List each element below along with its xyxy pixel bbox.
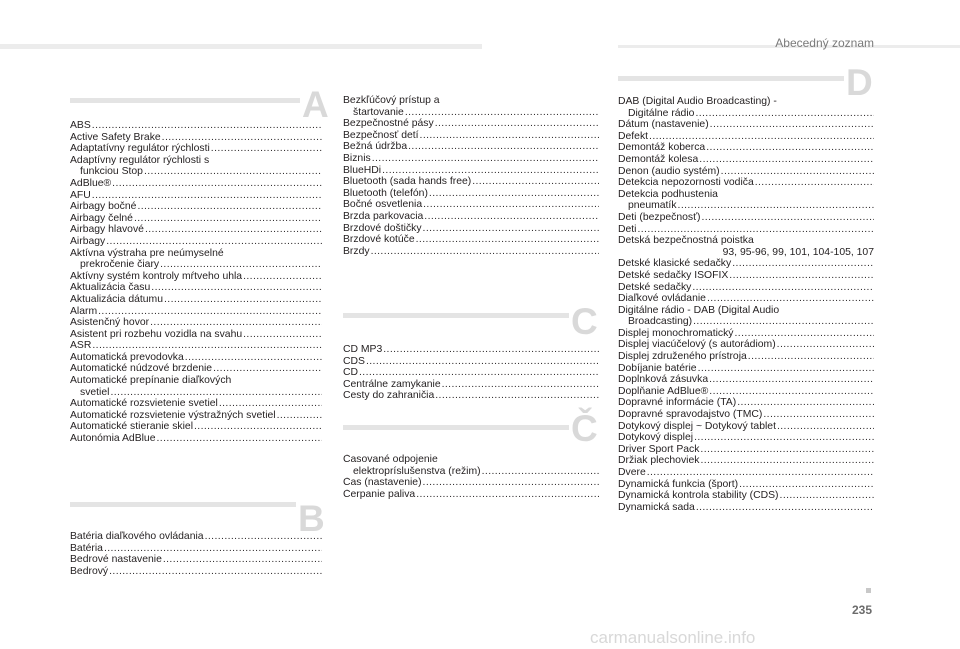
index-entry	[343, 246, 599, 258]
leader-dots	[243, 329, 322, 340]
index-entry	[618, 444, 874, 456]
leader-dots	[211, 143, 322, 154]
index-entry	[70, 201, 322, 213]
leader-dots	[371, 246, 599, 257]
index-entry	[618, 177, 874, 189]
entry-term: Demontáž koberca	[618, 142, 706, 154]
index-entry	[343, 199, 599, 211]
leader-dots	[678, 200, 874, 211]
entry-term: Bedrový	[70, 565, 109, 577]
leader-dots	[721, 166, 874, 177]
entry-term: Dynamická sada	[618, 501, 695, 513]
index-entry	[618, 142, 874, 154]
index-entry	[618, 386, 874, 398]
section-c-list	[343, 344, 599, 402]
entry-term: Dotykový displej	[618, 432, 694, 444]
leader-dots	[164, 294, 322, 305]
entry-term: Čas (nastavenie)	[343, 477, 422, 489]
entry-term: Airbagy	[70, 235, 106, 247]
entry-term: Asistent pri rozbehu vozidla na svahu	[70, 328, 243, 340]
leader-dots	[637, 224, 874, 235]
leader-dots	[739, 479, 874, 490]
entry-term: Detské klasické sedačky	[618, 258, 732, 270]
index-entry	[70, 317, 322, 329]
entry-term: Bezpečnostné pásy	[343, 118, 434, 130]
index-entry	[618, 455, 874, 467]
leader-dots	[777, 339, 874, 350]
index-entry	[70, 410, 322, 422]
entry-term: Držiak plechoviek	[618, 455, 700, 467]
entry-term: Batéria diaľkového ovládania	[70, 531, 204, 542]
entry-term: Cesty do zahraničia	[343, 390, 435, 402]
leader-dots	[694, 432, 874, 443]
index-entry	[70, 375, 322, 398]
entry-term: Doplnková zásuvka	[618, 374, 709, 386]
index-entry	[618, 305, 874, 328]
entry-term: Dátum (nastavenie)	[618, 119, 709, 131]
section-b-list-right	[343, 95, 599, 257]
index-entry	[343, 165, 599, 177]
section-a-letter: A	[302, 84, 329, 125]
section-d-list	[618, 96, 874, 513]
leader-dots	[435, 390, 599, 401]
index-entry	[618, 166, 874, 178]
index-entry	[70, 306, 322, 318]
entry-term: BlueHDi	[343, 164, 382, 176]
entry-term: CD	[343, 367, 359, 379]
entry-term: Aktívny systém kontroly mŕtveho uhla	[70, 270, 243, 282]
index-entry	[618, 212, 874, 224]
entry-term: Automatické núdzové brzdenie	[70, 363, 213, 375]
section-ch-rule	[343, 425, 569, 430]
section-b-rule	[70, 502, 296, 507]
index-entry	[70, 329, 322, 341]
leader-dots	[777, 421, 874, 432]
index-entry	[618, 421, 874, 433]
entry-term: Automatické prepínanie diaľkových	[70, 375, 232, 387]
entry-term: Demontáž kolesa	[618, 153, 699, 165]
entry-term: Brzdové doštičky	[343, 222, 422, 234]
index-entry	[618, 189, 874, 212]
index-entry	[70, 282, 322, 294]
leader-dots	[163, 554, 322, 565]
index-entry	[343, 367, 599, 379]
entry-term: Digitálne rádio - DAB (Digital Audio	[618, 304, 780, 316]
entry-term: Dobíjanie batérie	[618, 362, 697, 374]
leader-dots	[194, 421, 322, 432]
entry-term: Driver Sport Pack	[618, 443, 700, 455]
leader-dots	[698, 363, 874, 374]
entry-term: Airbagy čelné	[70, 212, 133, 224]
leader-dots	[405, 107, 599, 118]
leader-dots	[424, 211, 599, 222]
index-entry	[343, 356, 599, 368]
leader-dots	[693, 316, 874, 327]
entry-term: elektropríslušenstva (režim)	[353, 465, 481, 477]
leader-dots	[737, 397, 874, 408]
entry-term: CDS	[343, 355, 365, 367]
entry-term: Diaľkové ovládanie	[618, 293, 706, 305]
leader-dots	[157, 433, 323, 444]
index-entry	[618, 119, 874, 131]
index-entry	[618, 270, 874, 282]
entry-term: Detská bezpečnostná poistka	[618, 235, 754, 247]
index-entry	[343, 176, 599, 188]
leader-dots	[359, 367, 599, 378]
entry-term: Broadcasting)	[628, 316, 693, 328]
entry-term: Airbagy hlavové	[70, 224, 144, 236]
section-c-letter: C	[571, 301, 598, 342]
entry-term: Aktualizácia dátumu	[70, 293, 163, 305]
section-b-letter: B	[298, 498, 325, 539]
leader-dots	[137, 201, 322, 212]
entry-term: Batéria	[70, 542, 103, 554]
leader-dots	[735, 328, 875, 339]
leader-dots	[763, 409, 874, 420]
index-entry	[618, 282, 874, 294]
index-entry	[70, 224, 322, 236]
leader-dots	[699, 154, 874, 165]
leader-dots	[423, 223, 599, 234]
entry-term: Autonómia AdBlue	[70, 433, 156, 445]
leader-dots	[700, 444, 874, 455]
leader-dots	[707, 293, 874, 304]
header-bar-left	[0, 44, 482, 49]
entry-term: Dopravné informácie (TA)	[618, 397, 737, 409]
index-entry	[70, 143, 322, 155]
leader-dots	[649, 131, 874, 142]
index-entry	[343, 153, 599, 165]
entry-pages: 93, 95-96, 99, 101, 104-105, 107	[722, 246, 874, 258]
index-entry	[70, 398, 322, 410]
entry-term: ABS	[70, 120, 91, 131]
entry-term: Čerpanie paliva	[343, 488, 416, 500]
leader-dots	[695, 108, 874, 119]
entry-term: Displej viacúčelový (s autorádiom)	[618, 339, 776, 351]
page-number: 235	[851, 603, 872, 617]
index-entry	[343, 130, 599, 142]
entry-term: Defekt	[618, 130, 649, 142]
leader-dots	[162, 132, 322, 143]
section-d-rule	[618, 76, 844, 81]
index-entry	[618, 328, 874, 340]
index-entry	[343, 477, 599, 489]
leader-dots	[151, 282, 322, 293]
index-entry	[618, 224, 874, 236]
index-entry	[70, 213, 322, 225]
index-entry	[70, 132, 322, 144]
entry-term: štartovanie	[353, 106, 404, 118]
entry-term: Centrálne zamykanie	[343, 378, 441, 390]
entry-term: Detské sedačky ISOFIX	[618, 269, 729, 281]
leader-dots	[755, 177, 874, 188]
leader-dots	[706, 142, 874, 153]
entry-term: pneumatík	[628, 200, 677, 212]
leader-dots	[243, 271, 322, 282]
leader-dots	[219, 398, 322, 409]
entry-term: CD MP3	[343, 344, 383, 355]
index-entry	[70, 433, 322, 445]
index-entry	[70, 340, 322, 352]
index-entry	[343, 223, 599, 235]
entry-term: Automatická prevodovka	[70, 351, 184, 363]
entry-term: Displej monochromatický	[618, 327, 734, 339]
index-entry	[343, 344, 599, 356]
leader-dots	[482, 466, 599, 477]
entry-term: Automatické stieranie skiel	[70, 421, 194, 433]
leader-dots	[701, 212, 874, 223]
index-entry	[343, 234, 599, 246]
leader-dots	[144, 166, 322, 177]
entry-term: Bedrové nastavenie	[70, 554, 162, 566]
leader-dots	[423, 477, 599, 488]
entry-term: Digitálne rádio	[628, 107, 695, 119]
index-entry	[618, 154, 874, 166]
leader-dots	[700, 455, 874, 466]
entry-term: Deti (bezpečnosť)	[618, 211, 701, 223]
leader-dots	[185, 352, 322, 363]
section-ch-list	[343, 454, 599, 500]
leader-dots	[710, 119, 874, 130]
index-entry	[618, 131, 874, 143]
entry-term: Detekcia podhustenia	[618, 188, 718, 200]
leader-dots	[408, 141, 599, 152]
entry-term: Brzdy	[343, 245, 370, 257]
leader-dots	[382, 165, 599, 176]
section-ch-letter: Č	[571, 408, 598, 449]
leader-dots	[110, 387, 322, 398]
entry-term: AdBlue®	[70, 177, 112, 189]
entry-term: Adaptívny regulátor rýchlosti s	[70, 154, 210, 166]
index-entry	[343, 118, 599, 130]
index-entry	[70, 236, 322, 248]
entry-term: Adaptatívny regulátor rýchlosti	[70, 143, 210, 155]
entry-term: Dynamická kontrola stability (CDS)	[618, 490, 779, 502]
index-entry	[70, 554, 322, 566]
leader-dots	[160, 259, 322, 270]
leader-dots	[472, 176, 599, 187]
index-entry	[70, 294, 322, 306]
index-entry	[618, 467, 874, 479]
index-entry	[618, 490, 874, 502]
index-entry	[70, 248, 322, 271]
entry-term: AFU	[70, 189, 91, 201]
entry-term: Bluetooth (telefón)	[343, 187, 428, 199]
index-entry	[343, 95, 599, 118]
entry-term: Biznis	[343, 152, 371, 164]
leader-dots	[205, 531, 322, 542]
index-entry	[70, 178, 322, 190]
entry-term: Bočné osvetlenia	[343, 199, 423, 211]
index-entry	[618, 363, 874, 375]
leader-dots	[696, 502, 874, 513]
index-entry	[618, 397, 874, 409]
leader-dots	[420, 130, 599, 141]
index-entry	[618, 96, 874, 119]
entry-term: Brzdové kotúče	[343, 234, 415, 246]
entry-term: Časované odpojenie	[343, 454, 438, 465]
entry-term: Bezpečnosť detí	[343, 129, 419, 141]
index-entry	[70, 271, 322, 283]
leader-dots	[647, 467, 874, 478]
entry-term: Displej združeného prístroja	[618, 351, 747, 363]
leader-dots	[134, 213, 322, 224]
entry-term: Automatické rozsvietenie svetiel	[70, 398, 218, 410]
section-d-letter: D	[846, 62, 873, 103]
entry-term: Dotykový displej ~ Dotykový tablet	[618, 420, 776, 432]
index-entry	[618, 339, 874, 351]
entry-term: prekročenie čiary	[80, 259, 160, 271]
index-entry	[70, 543, 322, 555]
entry-term: Denon (audio systém)	[618, 165, 720, 177]
index-entry	[70, 352, 322, 364]
entry-term: Aktívna výstraha pre neúmyselné	[70, 247, 224, 259]
index-entry	[618, 479, 874, 491]
entry-term: Dynamická funkcia (šport)	[618, 478, 739, 490]
section-a-rule	[70, 98, 300, 103]
index-entry	[70, 566, 322, 578]
leader-dots	[150, 317, 322, 328]
index-entry	[70, 363, 322, 375]
entry-term: Airbagy bočné	[70, 201, 137, 213]
leader-dots	[416, 234, 599, 245]
page-header-title: Abecedný zoznam	[775, 36, 874, 50]
entry-term: Aktualizácia času	[70, 282, 151, 294]
index-entry	[618, 409, 874, 421]
entry-term: DAB (Digital Audio Broadcasting) -	[618, 96, 777, 107]
index-entry	[618, 374, 874, 386]
index-entry	[343, 188, 599, 200]
leader-dots	[92, 190, 322, 201]
entry-term: Detekcia nepozornosti vodiča	[618, 177, 754, 189]
entry-term: Detské sedačky	[618, 281, 692, 293]
leader-dots	[729, 270, 874, 281]
entry-term: svetiel	[80, 386, 110, 398]
leader-dots	[429, 188, 599, 199]
leader-dots	[416, 489, 599, 500]
entry-term: Asistenčný hovor	[70, 317, 150, 329]
index-entry	[70, 120, 322, 132]
entry-term: Bezkľúčový prístup a	[343, 95, 440, 106]
leader-dots	[366, 356, 599, 367]
index-entry	[343, 379, 599, 391]
leader-dots	[732, 258, 874, 269]
leader-dots	[106, 236, 322, 247]
leader-dots	[112, 178, 322, 189]
leader-dots	[277, 410, 322, 421]
section-c-rule	[343, 313, 569, 318]
leader-dots	[92, 120, 322, 131]
index-entry	[618, 235, 874, 258]
section-a-list	[70, 120, 322, 445]
index-entry	[70, 421, 322, 433]
leader-dots	[104, 543, 322, 554]
index-entry	[618, 502, 874, 514]
index-entry	[343, 211, 599, 223]
entry-term: Doplňanie AdBlue®	[618, 385, 709, 397]
index-entry	[70, 190, 322, 202]
leader-dots	[92, 340, 322, 351]
leader-dots	[780, 490, 874, 501]
index-entry	[70, 531, 322, 543]
entry-term: ASR	[70, 340, 92, 352]
entry-term: Bežná údržba	[343, 141, 408, 153]
leader-dots	[435, 118, 599, 129]
index-entry	[343, 141, 599, 153]
index-entry	[618, 293, 874, 305]
leader-dots	[145, 224, 322, 235]
entry-term: Automatické rozsvietenie výstražných svetiel	[70, 409, 276, 421]
leader-dots	[692, 282, 874, 293]
leader-dots	[109, 566, 322, 577]
index-entry	[343, 390, 599, 402]
index-entry	[618, 258, 874, 270]
entry-term: Deti	[618, 223, 637, 235]
entry-term: Active Safety Brake	[70, 131, 161, 143]
index-entry	[343, 454, 599, 477]
leader-dots	[372, 153, 599, 164]
leader-dots	[213, 363, 322, 374]
leader-dots	[383, 344, 599, 355]
entry-term: Dvere	[618, 467, 646, 478]
leader-dots	[98, 306, 322, 317]
entry-term: Alarm	[70, 305, 98, 317]
section-b-list-left	[70, 531, 322, 577]
entry-term: Brzda parkovacia	[343, 210, 424, 222]
watermark: carmanualsonline.info	[590, 628, 756, 647]
entry-term: Dopravné spravodajstvo (TMC)	[618, 409, 763, 421]
index-entry	[618, 351, 874, 363]
entry-term: Bluetooth (sada hands free)	[343, 176, 472, 188]
leader-dots	[423, 199, 599, 210]
entry-term: funkciou Stop	[80, 166, 143, 178]
leader-dots	[442, 379, 599, 390]
leader-dots	[748, 351, 874, 362]
page-marker	[866, 588, 871, 593]
index-entry	[70, 155, 322, 178]
leader-dots	[709, 386, 874, 397]
index-entry	[618, 432, 874, 444]
leader-dots	[709, 374, 874, 385]
index-entry	[343, 489, 599, 501]
